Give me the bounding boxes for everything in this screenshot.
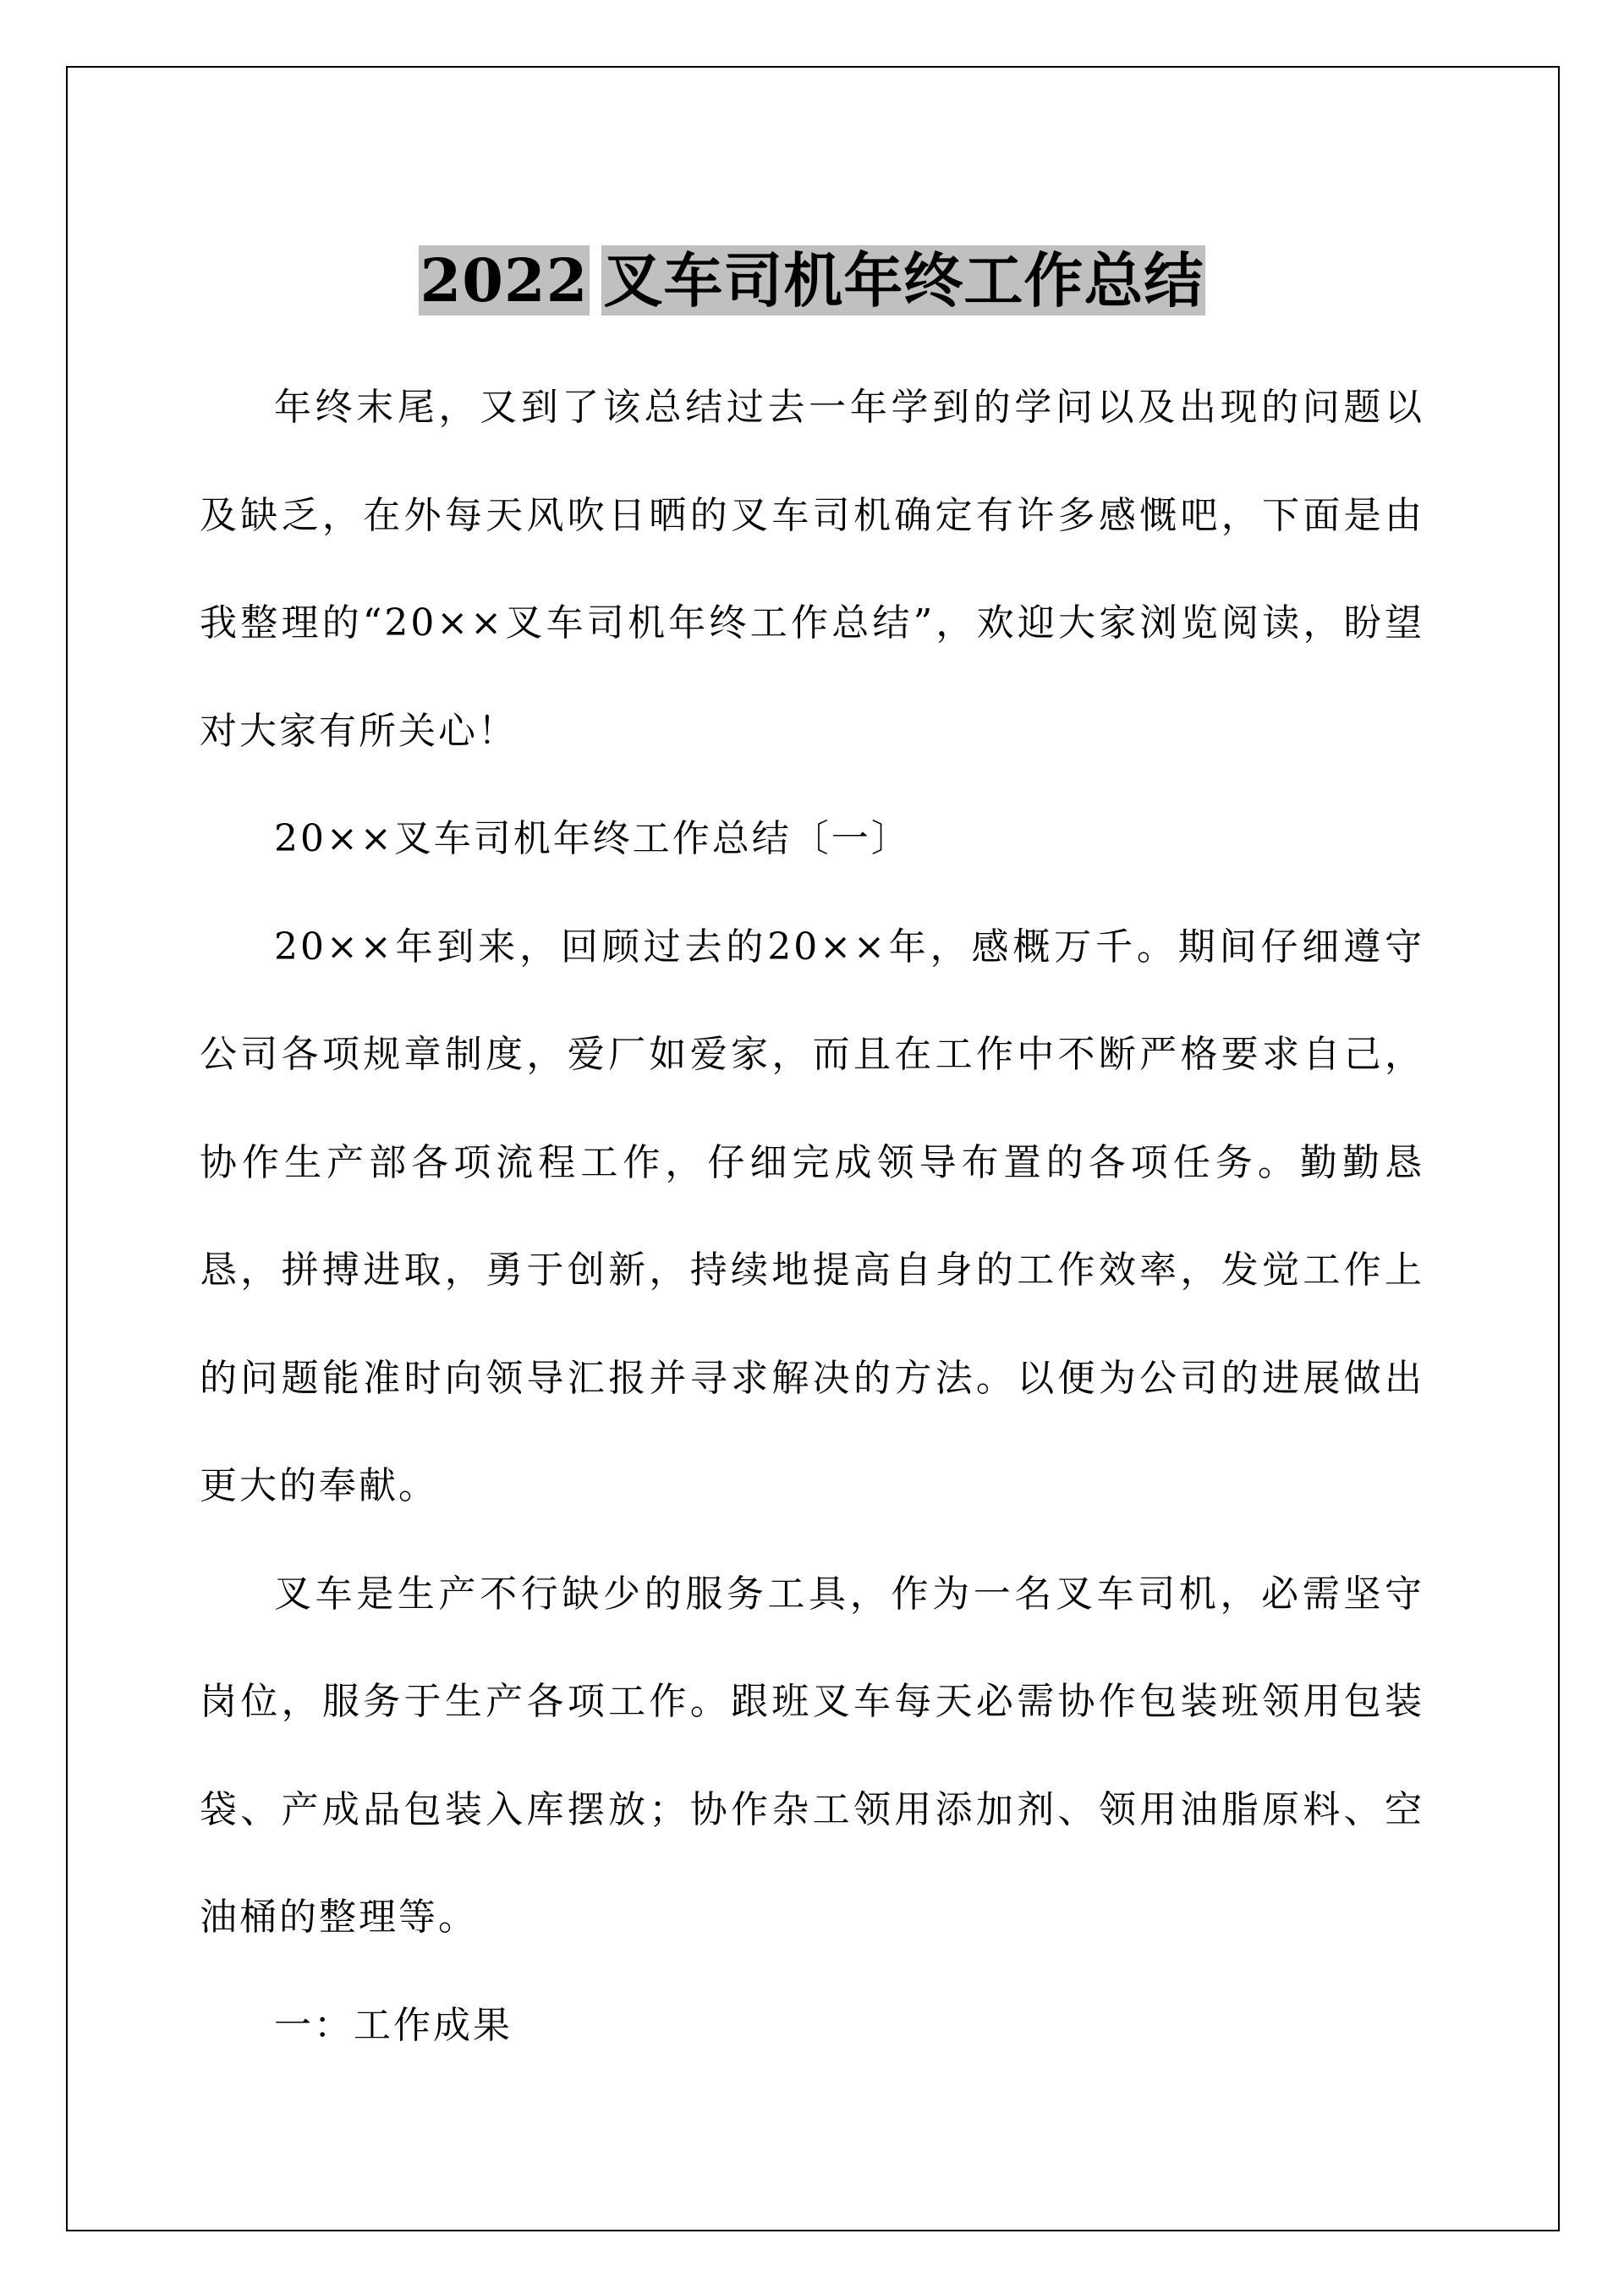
section-heading: 20××叉车司机年终工作总结〔一〕 [274, 817, 911, 860]
document-title [419, 243, 1206, 319]
title-text: 叉车司机年终工作总结 [603, 244, 1204, 316]
document-body [200, 354, 1424, 2079]
subsection-heading: 一：工作成果 [274, 2003, 513, 2047]
title-block [0, 203, 1624, 359]
title-year: 2022 [420, 244, 589, 316]
intro-paragraph: 年终末尾，又到了该总结过去一年学到的学问以及出现的问题以及缺乏，在外每天风吹日晒的叉车司机确定有许多感慨吧，下面是由我整理的“20××叉车司机年终工作总结”，欢迎大家浏览阅读，盼望对大家有所关心！ [200, 386, 1424, 753]
body-paragraph: 20××年到来，回顾过去的20××年，感概万千。期间仔细遵守公司各项规章制度，爱厂如爱家，而且在工作中不断严格要求自己，协作生产部各项流程工作，仔细完成领导布置的各项任务。勤勤恳恳，拼搏进取，勇于创新，持续地提高自身的工作效率，发觉工作上的问题能准时向领导汇报并寻求解决的方法。以便为公司的进展做出更大的奉献。 [200, 925, 1424, 1507]
body-paragraph: 叉车是生产不行缺少的服务工具，作为一名叉车司机，必需坚守岗位，服务于生产各项工作。跟班叉车每天必需协作包装班领用包装袋、产成品包装入库摆放；协作杂工领用添加剂、领用油脂原料、空油桶的整理等。 [200, 1572, 1424, 1939]
